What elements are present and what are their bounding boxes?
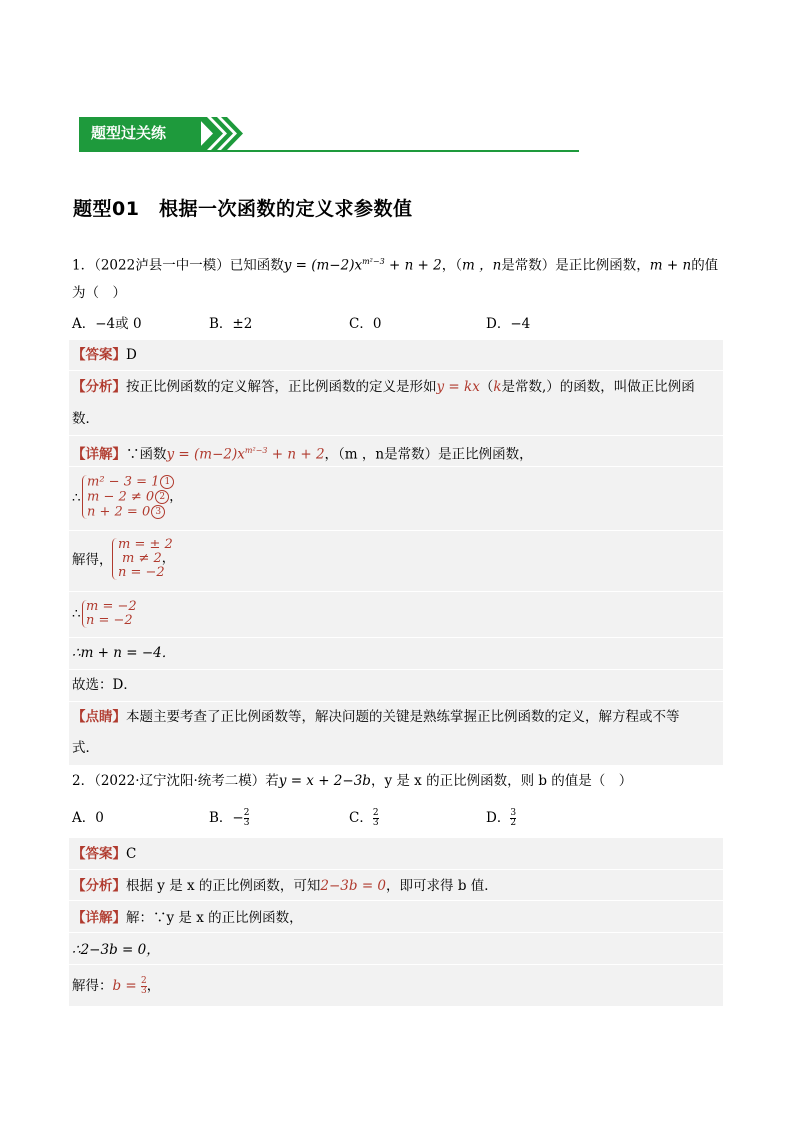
q1-stem-line2: 为（ ）: [72, 285, 126, 301]
q1-system2-eq3: n = −2: [118, 565, 165, 580]
q1-option-b[interactable]: B．±2: [209, 316, 253, 332]
section-title: 题型01 根据一次函数的定义求参数值: [73, 198, 413, 220]
banner-label: 题型过关练: [79, 117, 201, 150]
divider: [69, 964, 723, 965]
q1-option-d[interactable]: D．−4: [486, 316, 531, 332]
q1-comment-line1: 【点睛】本题主要考查了正比例函数等，解决问题的关键是熟练掌握正比例函数的定义，解方程或不等: [72, 709, 680, 725]
q2-option-b[interactable]: B．− $\frac{2}{3}$: [209, 808, 250, 828]
divider: [69, 900, 723, 901]
q1-option-a[interactable]: A．−4或 0: [72, 316, 142, 332]
divider: [69, 701, 723, 702]
q2-solve: 解得：b = $\frac{2}{3}$ ，: [72, 976, 161, 996]
divider: [69, 435, 723, 436]
q1-options: [72, 314, 672, 334]
q2-option-d[interactable]: D． $\frac{3}{2}$: [486, 808, 517, 828]
q1-stem-line1: 1．（2022泸县一中一模）已知函数$y = (m-2)x^{m^2-3} + n + 2$，（m ，n是常数）是正比例函数，m + n的值: [72, 257, 719, 274]
q2-option-a[interactable]: A．0: [72, 810, 104, 826]
q1-therefore-2: ∴: [72, 606, 81, 622]
q1-detail-line1: 【详解】∵函数$y = (m-2)x^{m^2-3} + n + 2$，（m ，n是常数）是正比例函数，: [72, 446, 533, 463]
banner-stripes-icon: [197, 117, 243, 150]
q1-option-c[interactable]: C．0: [349, 316, 382, 332]
q1-choose: 故选：D．: [72, 677, 137, 693]
divider: [69, 669, 723, 670]
section-banner: [79, 117, 579, 153]
q1-comment-line2: 式．: [72, 740, 99, 756]
q1-system3-eq1: m = −2: [86, 599, 137, 614]
q1-answer: 【答案】D: [72, 347, 137, 363]
q2-stem: 2．（2022·辽宁沈阳·统考二模）若y = x + 2−3b，y 是 x 的正比例函数，则 b 的值是（ ）: [72, 773, 633, 789]
q1-system3-eq2: n = −2: [86, 613, 133, 628]
divider: [69, 591, 723, 592]
q1-system2-brace: [112, 538, 117, 580]
q2-option-c[interactable]: C． $\frac{2}{3}$: [349, 808, 379, 828]
q2-analysis: 【分析】根据 y 是 x 的正比例函数，可知2−3b = 0，即可求得 b 值．: [72, 878, 498, 894]
q1-analysis-line2: 数．: [72, 411, 99, 427]
banner-underline: [79, 150, 579, 152]
q1-system1-eq2: m − 2 ≠ 0 2 ，: [87, 489, 183, 505]
q2-detail-line1: 【详解】解：∵y 是 x 的正比例函数，: [72, 910, 303, 926]
q1-system2-eq1: m = ± 2: [118, 537, 173, 552]
q2-answer: 【答案】C: [72, 846, 137, 862]
divider: [69, 370, 723, 371]
q1-system1-eq1: m² − 3 = 1 1: [87, 475, 174, 489]
divider: [69, 869, 723, 870]
divider: [69, 530, 723, 531]
divider: [69, 932, 723, 933]
q2-detail-line2: ∴2−3b = 0，: [72, 942, 160, 958]
q1-analysis-line1: 【分析】按正比例函数的定义解答，正比例函数的定义是形如y = kx（k是常数,）的函数，叫做正比例函: [72, 379, 695, 395]
q1-sum: ∴m + n = −4．: [72, 645, 176, 661]
q1-solve-label: 解得，: [72, 552, 113, 568]
divider: [69, 466, 723, 467]
divider: [69, 637, 723, 638]
q1-therefore-1: ∴: [72, 490, 81, 506]
q1-system1-eq3: n + 2 = 0 3: [87, 505, 165, 519]
q2-options: [72, 808, 672, 828]
q1-system2-eq2: m ≠ 2，: [122, 551, 175, 566]
